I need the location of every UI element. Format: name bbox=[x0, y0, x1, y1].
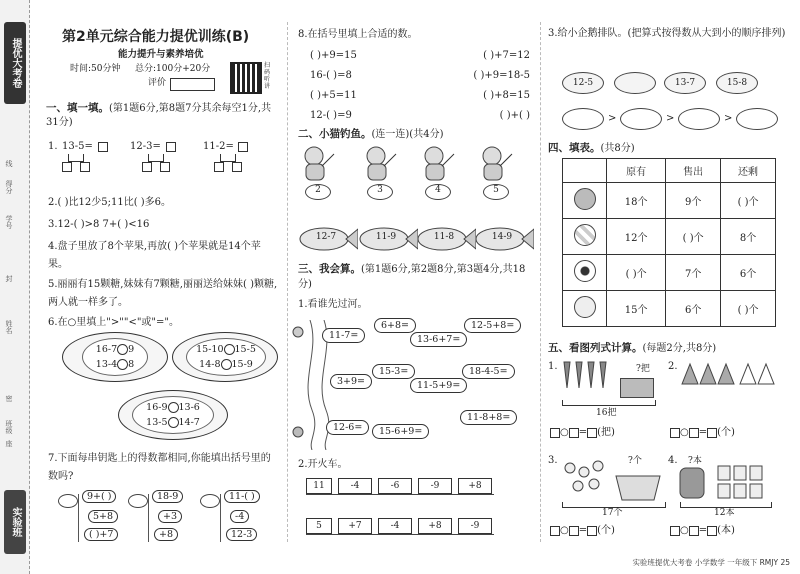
gt-sign: > bbox=[608, 113, 617, 124]
q5-p1-num: 1. bbox=[548, 361, 558, 372]
q5-heading: 五、看图列式计算。 bbox=[548, 342, 643, 354]
answer-box[interactable] bbox=[166, 142, 176, 152]
table-row bbox=[563, 291, 776, 327]
key-expr: 12-3 bbox=[226, 528, 257, 541]
key-expr: 18-9 bbox=[152, 490, 183, 503]
key-rope bbox=[148, 494, 149, 542]
answer-box[interactable] bbox=[232, 162, 242, 172]
table-cell: 6个 bbox=[666, 291, 721, 327]
stone[interactable]: 13-6+7= bbox=[410, 332, 467, 347]
table-cell[interactable]: ( )个 bbox=[666, 219, 721, 255]
sheep-blank[interactable] bbox=[736, 108, 778, 130]
q5-p1-equation: ○ = (把) bbox=[550, 426, 615, 440]
bulb-basket-icon bbox=[560, 458, 670, 502]
q5-p4-total: 12本 bbox=[714, 508, 735, 518]
answer-box[interactable] bbox=[670, 428, 680, 438]
q8-expr: ( )+9=18-5 bbox=[473, 70, 530, 81]
sheep: 13-7 bbox=[664, 72, 706, 94]
field-banji: 班级 bbox=[5, 420, 13, 434]
field-xingming: 姓名 bbox=[5, 320, 13, 334]
answer-box[interactable] bbox=[587, 526, 597, 536]
field-defen: 得分 bbox=[5, 180, 13, 194]
stone[interactable]: 12-6= bbox=[326, 420, 369, 435]
bowl-expr: 15-10 bbox=[196, 344, 224, 355]
answer-box[interactable] bbox=[569, 526, 579, 536]
key-expr: +8 bbox=[154, 528, 178, 541]
basketball-icon bbox=[574, 188, 596, 210]
brand-logo-2: 实验班 bbox=[4, 490, 26, 554]
cat-number[interactable]: 5 bbox=[483, 184, 509, 200]
bowl-expr: 15-5 bbox=[234, 344, 256, 355]
q1-1-expr2: 12-3= bbox=[130, 141, 161, 152]
key-ring-icon bbox=[128, 494, 148, 508]
column-divider bbox=[540, 22, 541, 542]
q8-expr: 12-( )=9 bbox=[310, 110, 352, 121]
unit-label: (个) bbox=[597, 525, 615, 536]
q8-expr: ( )+( ) bbox=[499, 110, 530, 121]
box-icon bbox=[620, 378, 654, 398]
table-row bbox=[563, 183, 776, 219]
table-cell: 15个 bbox=[607, 291, 666, 327]
answer-box[interactable] bbox=[707, 428, 717, 438]
field-zuo: 座 bbox=[5, 440, 13, 447]
compare-circle[interactable] bbox=[221, 359, 232, 370]
time-limit: 时间:50分钟 bbox=[70, 64, 121, 74]
key-rope bbox=[220, 494, 221, 542]
table-header bbox=[563, 159, 607, 183]
cat-number[interactable]: 2 bbox=[305, 184, 331, 200]
cat-icon bbox=[420, 144, 456, 186]
binding-sidebar bbox=[0, 0, 30, 574]
q5-p2-num: 2. bbox=[668, 361, 678, 372]
compare-circle[interactable] bbox=[117, 344, 128, 355]
answer-box[interactable] bbox=[98, 142, 108, 152]
q8-heading: 8.在括号里填上合适的数。 bbox=[298, 29, 418, 40]
column-divider bbox=[287, 22, 288, 542]
field-feng: 封 bbox=[5, 275, 13, 282]
q1-1-expr3: 11-2= bbox=[203, 141, 234, 152]
key-expr: ( )+7 bbox=[84, 528, 118, 541]
unit-label: (本) bbox=[717, 525, 735, 536]
compare-circle[interactable] bbox=[224, 344, 235, 355]
answer-box[interactable] bbox=[214, 162, 224, 172]
table-cell: 6个 bbox=[721, 255, 776, 291]
baseball-icon bbox=[574, 296, 596, 318]
answer-box[interactable] bbox=[550, 526, 560, 536]
fish-expr: 12-7 bbox=[315, 232, 337, 242]
sheep-blank[interactable] bbox=[620, 108, 662, 130]
key-expr: 11-( ) bbox=[224, 490, 260, 503]
bowl-expr: 14-7 bbox=[178, 417, 200, 428]
answer-box[interactable] bbox=[670, 526, 680, 536]
cat-number[interactable]: 3 bbox=[367, 184, 393, 200]
train-car[interactable]: +8 bbox=[418, 518, 452, 534]
answer-box[interactable] bbox=[689, 526, 699, 536]
total-score: 总分:100分+20分 bbox=[135, 64, 211, 74]
table-header: 售出 bbox=[666, 159, 721, 183]
train-car[interactable]: -4 bbox=[378, 518, 412, 534]
fish-expr: 11-9 bbox=[375, 232, 397, 242]
q5-p4-label: ?本 bbox=[688, 456, 702, 466]
volleyball-icon bbox=[574, 224, 596, 246]
cat-icon bbox=[478, 144, 514, 186]
table-row bbox=[563, 255, 776, 291]
fish[interactable] bbox=[356, 226, 418, 252]
sheep-blank[interactable] bbox=[678, 108, 720, 130]
answer-box[interactable] bbox=[689, 428, 699, 438]
q1-2: 2.( )比12少5;11比( )多6。 bbox=[48, 197, 172, 208]
key-ring-icon bbox=[58, 494, 78, 508]
q2-desc: (连一连)(共4分) bbox=[371, 129, 444, 140]
gt-sign: > bbox=[724, 113, 733, 124]
q1-4: 4.盘子里放了8个苹果,再放( )个苹果就是14个苹果。 bbox=[48, 241, 261, 270]
cat-icon bbox=[300, 144, 336, 186]
page-title: 第2单元综合能力提优训练(B) bbox=[62, 29, 250, 45]
compare-circle[interactable] bbox=[117, 359, 128, 370]
train-car[interactable]: -6 bbox=[378, 478, 412, 494]
answer-box[interactable] bbox=[160, 162, 170, 172]
q1-7: 7.下面每串钥匙上的得数都相同,你能填出括号里的数吗? bbox=[48, 453, 271, 482]
table-header: 原有 bbox=[607, 159, 666, 183]
train-car[interactable]: +8 bbox=[458, 478, 492, 494]
sheep-blank[interactable] bbox=[562, 108, 604, 130]
bowl-expr: 8 bbox=[128, 359, 135, 370]
qr-note: 扫码听讲 bbox=[264, 62, 271, 90]
triangle-icons bbox=[680, 360, 780, 390]
q5-p3-equation: ○ = (个) bbox=[550, 524, 615, 538]
evaluate-box[interactable] bbox=[170, 78, 215, 91]
q5-p4-equation: ○ = (本) bbox=[670, 524, 735, 538]
fish[interactable] bbox=[472, 226, 534, 252]
bowl-expr: 13-5 bbox=[146, 417, 168, 428]
bowl-expr: 16-9 bbox=[146, 402, 168, 413]
q4-desc: (共8分) bbox=[600, 143, 635, 154]
train-rail bbox=[306, 494, 494, 495]
table-cell: 7个 bbox=[666, 255, 721, 291]
fish-expr: 14-9 bbox=[491, 232, 513, 242]
stone[interactable]: 11-8+8= bbox=[460, 410, 517, 425]
compare-circle[interactable] bbox=[168, 417, 179, 428]
backpack-books-icon bbox=[678, 462, 778, 502]
table-cell[interactable]: ( )个 bbox=[721, 183, 776, 219]
unit-label: (个) bbox=[717, 427, 735, 438]
table-cell: 8个 bbox=[721, 219, 776, 255]
answer-box[interactable] bbox=[80, 162, 90, 172]
answer-box[interactable] bbox=[238, 142, 248, 152]
q5-p3-total: 17个 bbox=[602, 508, 623, 518]
answer-box[interactable] bbox=[569, 428, 579, 438]
soccer-ball-icon bbox=[574, 260, 596, 282]
bowl-content bbox=[186, 338, 266, 376]
key-expr: 9+( ) bbox=[82, 490, 116, 503]
decompose-lines bbox=[220, 154, 236, 162]
q5-p2-equation: ○ = (个) bbox=[670, 426, 735, 440]
stone[interactable]: 6+8= bbox=[374, 318, 416, 333]
page-subtitle: 能力提升与素养培优 bbox=[118, 49, 204, 60]
q3b-desc: (把算式按得数从大到小的顺序排列) bbox=[627, 28, 786, 39]
stone[interactable]: 11-7= bbox=[322, 328, 365, 343]
decompose-lines bbox=[148, 154, 164, 162]
q8-expr: ( )+5=11 bbox=[310, 90, 357, 101]
key-expr: -4 bbox=[230, 510, 249, 523]
bowl-expr: 9 bbox=[128, 344, 135, 355]
q4-heading: 四、填表。 bbox=[548, 142, 601, 154]
train-car[interactable]: -9 bbox=[458, 518, 492, 534]
q5-p1-label: ?把 bbox=[636, 364, 650, 374]
sheep: 12-5 bbox=[562, 72, 604, 94]
train-car[interactable]: -9 bbox=[418, 478, 452, 494]
cat-icon bbox=[362, 144, 398, 186]
train-engine: 5 bbox=[306, 518, 332, 534]
q5-p1-total: 16把 bbox=[596, 408, 617, 418]
answer-box[interactable] bbox=[550, 428, 560, 438]
table-header: 还剩 bbox=[721, 159, 776, 183]
q5-p3-num: 3. bbox=[548, 455, 558, 466]
q3-sub2: 2.开火车。 bbox=[298, 459, 348, 470]
umbrella-icon bbox=[560, 360, 616, 390]
stone[interactable]: 15-3= bbox=[372, 364, 415, 379]
stone[interactable]: 15-6+9= bbox=[372, 424, 429, 439]
q8-expr: 16-( )=8 bbox=[310, 70, 352, 81]
answer-box[interactable] bbox=[707, 526, 717, 536]
table-cell: 18个 bbox=[607, 183, 666, 219]
stone[interactable]: 11-5+9= bbox=[410, 378, 467, 393]
q8-rows bbox=[310, 46, 530, 126]
fill-table bbox=[562, 158, 776, 327]
bowl-expr: 16-7 bbox=[95, 344, 118, 355]
page-footer: 实验班提优大考卷 小学数学 一年级下 RMJY 25 bbox=[632, 558, 790, 567]
sheep: 15-8 bbox=[716, 72, 758, 94]
key-expr: +3 bbox=[158, 510, 182, 523]
qr-code-icon[interactable] bbox=[230, 62, 262, 94]
stone[interactable]: 18-4-5= bbox=[462, 364, 515, 379]
cat-number[interactable]: 4 bbox=[425, 184, 451, 200]
table-cell[interactable]: ( )个 bbox=[721, 291, 776, 327]
q5-p4-num: 4. bbox=[668, 455, 678, 466]
train-car[interactable]: +7 bbox=[338, 518, 372, 534]
q1-1-expr1: 13-5= bbox=[62, 141, 93, 152]
key-ring-icon bbox=[200, 494, 220, 508]
q1-desc: (第1题6分,第8题7分其余每空1分,共31分) bbox=[46, 103, 272, 128]
q3b-heading: 3.给小企鹅排队。 bbox=[548, 28, 628, 39]
bowl-content bbox=[132, 396, 214, 434]
compare-circle[interactable] bbox=[168, 402, 179, 413]
bowl-expr: 13-6 bbox=[178, 402, 200, 413]
fish[interactable] bbox=[414, 226, 476, 252]
bowl-expr: 13-4 bbox=[95, 359, 118, 370]
q8-expr: ( )+8=15 bbox=[483, 90, 530, 101]
decompose-lines bbox=[68, 154, 84, 162]
q3-heading: 三、我会算。 bbox=[298, 263, 361, 275]
q1-3: 3.12-( )>8 7+( )<16 bbox=[48, 219, 150, 230]
q8-expr: ( )+7=12 bbox=[483, 50, 530, 61]
unit-label: (把) bbox=[597, 427, 615, 438]
train-engine: 11 bbox=[306, 478, 332, 494]
table-cell: 9个 bbox=[666, 183, 721, 219]
q1-heading: 一、填一填。 bbox=[46, 102, 109, 114]
answer-box[interactable] bbox=[62, 162, 72, 172]
answer-box[interactable] bbox=[142, 162, 152, 172]
q3-sub1: 1.看谁先过河。 bbox=[298, 299, 368, 310]
fish-expr: 11-8 bbox=[433, 232, 455, 242]
answer-box[interactable] bbox=[587, 428, 597, 438]
fish[interactable] bbox=[296, 226, 358, 252]
evaluate-label: 评价 bbox=[148, 78, 167, 88]
q8-expr: ( )+9=15 bbox=[310, 50, 357, 61]
table-cell: 12个 bbox=[607, 219, 666, 255]
sheep bbox=[614, 72, 656, 94]
q5-p3-label: ?个 bbox=[628, 456, 642, 466]
stone[interactable]: 3+9= bbox=[330, 374, 372, 389]
field-mi: 密 bbox=[5, 395, 13, 402]
gt-sign: > bbox=[666, 113, 675, 124]
q3-desc: (第1题6分,第2题8分,第3题4分,共18分) bbox=[298, 264, 526, 290]
q1-6: 6.在○里填上">""<"或"="。 bbox=[48, 317, 180, 328]
bowl-expr: 14-8 bbox=[199, 359, 221, 370]
bowl-expr: 15-9 bbox=[231, 359, 253, 370]
field-xuehao: 学号 bbox=[5, 215, 13, 229]
q1-5: 5.丽丽有15颗糖,妹妹有7颗糖,丽丽送给妹妹( )颗糖,两人就一样多了。 bbox=[48, 279, 278, 308]
key-expr: 5+8 bbox=[88, 510, 118, 523]
field-xian: 线 bbox=[5, 160, 13, 167]
q1-1-num: 1. bbox=[48, 141, 58, 152]
stone[interactable]: 12-5+8= bbox=[464, 318, 521, 333]
train-rail bbox=[306, 534, 494, 535]
train-car[interactable]: -4 bbox=[338, 478, 372, 494]
key-rope bbox=[78, 494, 79, 542]
table-row bbox=[563, 219, 776, 255]
table-cell[interactable]: ( )个 bbox=[607, 255, 666, 291]
q5-desc: (每题2分,共8分) bbox=[642, 343, 717, 354]
brand-logo: 提优大考卷 bbox=[4, 22, 26, 104]
q2-heading: 二、小猫钓鱼。 bbox=[298, 128, 372, 140]
bowl-content bbox=[82, 338, 148, 376]
